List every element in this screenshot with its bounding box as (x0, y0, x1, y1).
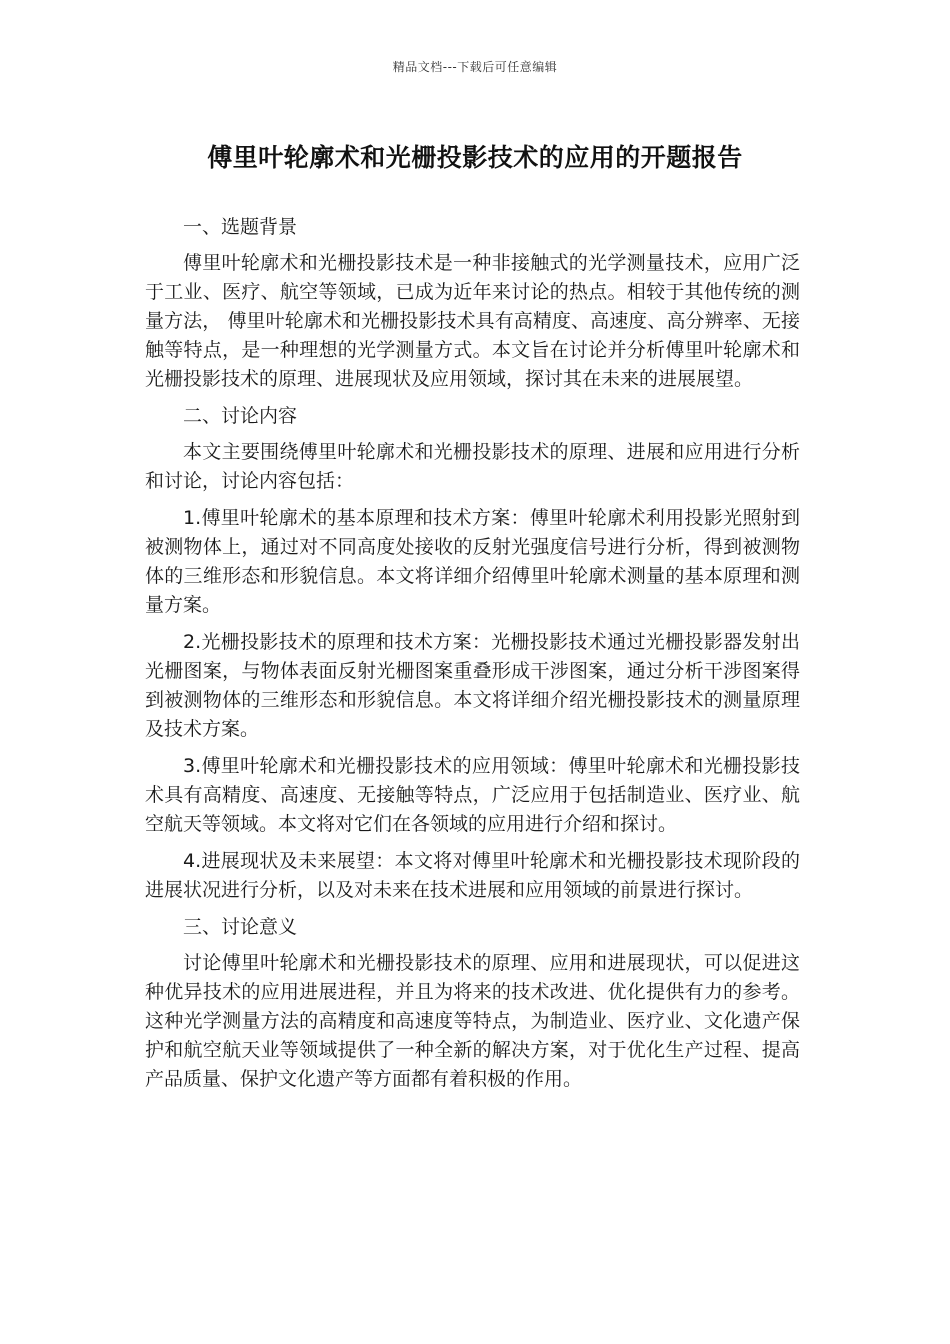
section-heading-significance: 三、讨论意义 (183, 916, 298, 938)
document-body (145, 213, 800, 1102)
paragraph-background: 傅里叶轮廓术和光栅投影技术是一种非接触式的光学测量技术，应用广泛于工业、医疗、航空等领域，已成为近年来讨论的热点。相较于其他传统的测量方法， 傅里叶轮廓术和光栅投影技术具有高精度、高速度、高分辨率、无接触等特点，是一种理想的光学测量方式。本文旨在讨论并分析傅里叶轮廓术和光栅投影技术的原理、进展现状及应用领域，探讨其在未来的进展展望。 (145, 252, 800, 390)
paragraph-significance: 讨论傅里叶轮廓术和光栅投影技术的原理、应用和进展现状，可以促进这种优异技术的应用进展进程，并且为将来的技术改进、优化提供有力的参考。这种光学测量方法的高精度和高速度等特点，为制造业、医疗业、文化遗产保护和航空航天业等领域提供了一种全新的解决方案，对于优化生产过程、提高产品质量、保护文化遗产等方面都有着积极的作用。 (145, 952, 800, 1090)
section-heading-background: 一、选题背景 (183, 216, 298, 238)
section-heading-content: 二、讨论内容 (183, 405, 298, 427)
header-note: 精品文档---下载后可任意编辑 (392, 60, 558, 74)
list-item-3: 3.傅里叶轮廓术和光栅投影技术的应用领域：傅里叶轮廓术和光栅投影技术具有高精度、高速度、无接触等特点，广泛应用于包括制造业、医疗业、航空航天等领域。本文将对它们在各领域的应用进行介绍和探讨。 (145, 755, 800, 835)
list-item-2: 2.光栅投影技术的原理和技术方案：光栅投影技术通过光栅投影器发射出光栅图案，与物体表面反射光栅图案重叠形成干涉图案，通过分析干涉图案得到被测物体的三维形态和形貌信息。本文将详细介绍光栅投影技术的测量原理及技术方案。 (145, 631, 800, 740)
document-title: 傅里叶轮廓术和光栅投影技术的应用的开题报告 (207, 143, 743, 172)
paragraph-content-intro: 本文主要围绕傅里叶轮廓术和光栅投影技术的原理、进展和应用进行分析和讨论，讨论内容包括： (145, 441, 800, 492)
list-item-1: 1.傅里叶轮廓术的基本原理和技术方案：傅里叶轮廓术利用投影光照射到被测物体上，通过对不同高度处接收的反射光强度信号进行分析，得到被测物体的三维形态和形貌信息。本文将详细介绍傅里叶轮廓术测量的基本原理和测量方案。 (145, 507, 800, 616)
list-item-4: 4.进展现状及未来展望：本文将对傅里叶轮廓术和光栅投影技术现阶段的进展状况进行分析，以及对未来在技术进展和应用领域的前景进行探讨。 (145, 850, 800, 901)
